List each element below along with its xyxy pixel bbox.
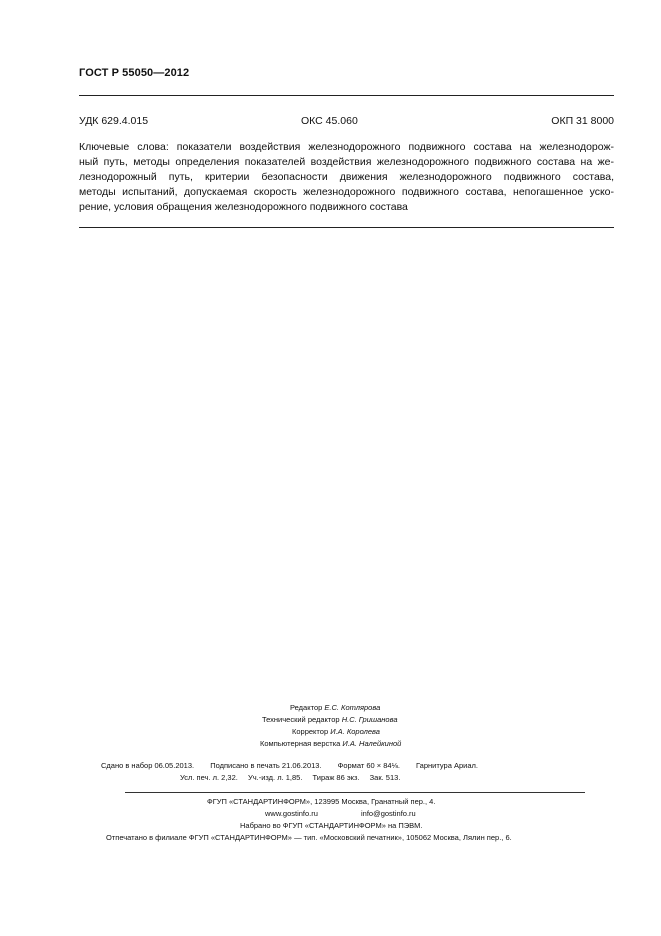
- credit-name: Н.С. Гришанова: [341, 715, 398, 724]
- credit-role: Редактор: [290, 703, 323, 712]
- publisher-website-link[interactable]: www.gostinfo.ru: [265, 809, 318, 818]
- keywords-line: Ключевые слова: показатели воздействия железнодорожного подвижного состава на железнодорож-: [79, 141, 614, 153]
- imprint-divider: [125, 792, 585, 793]
- okp-code: ОКП 31 8000: [551, 115, 614, 127]
- imprint-circulation: Тираж 86 экз.: [312, 773, 360, 782]
- imprint-format: Формат 60 × 84⅛.: [337, 761, 400, 770]
- credit-layout: [260, 738, 401, 750]
- credit-proofreader: [292, 726, 380, 738]
- keywords-divider: [79, 227, 614, 228]
- keywords-line: методы испытаний, допускаемая скорость железнодорожного подвижного состава, непогашенное ускo-: [79, 186, 614, 198]
- credit-name: И.А. Налейкиной: [342, 739, 402, 748]
- imprint-pub-sheets: Уч.-изд. л. 1,85.: [247, 773, 303, 782]
- publisher-email-link[interactable]: info@gostinfo.ru: [361, 809, 416, 818]
- credit-role: Корректор: [292, 727, 329, 736]
- credit-role: Технический редактор: [262, 715, 340, 724]
- imprint-line: [101, 760, 478, 772]
- imprint-line: [180, 772, 400, 784]
- publisher-address: ФГУП «СТАНДАРТИНФОРМ», 123995 Москва, Гранатный пер., 4.: [207, 797, 436, 806]
- keywords-line: ный путь, методы определения показателей воздействия железнодорожного подвижного состава на же-: [79, 156, 614, 168]
- publisher-typeset-note: Набрано во ФГУП «СТАНДАРТИНФОРМ» на ПЭВМ.: [240, 821, 423, 830]
- credit-tech-editor: [262, 714, 398, 726]
- imprint-print-sheets: Усл. печ. л. 2,32.: [180, 773, 238, 782]
- credit-name: И.А. Королева: [330, 727, 380, 736]
- keywords-line: лезнодорожный путь, критерии безопасности движения железнодорожного подвижного состава,: [79, 171, 614, 183]
- credit-role: Компьютерная верстка: [260, 739, 341, 748]
- top-divider: [79, 95, 614, 96]
- classification-row: [79, 115, 614, 129]
- imprint-signed: Подписано в печать 21.06.2013.: [210, 761, 322, 770]
- credit-name: Е.С. Котлярова: [324, 703, 381, 712]
- imprint-typeface: Гарнитура Ариал.: [416, 761, 478, 770]
- keywords-line: рение, условия обращения железнодорожного подвижного состава: [79, 201, 408, 213]
- imprint-order: Зак. 513.: [369, 773, 401, 782]
- oks-code: ОКС 45.060: [301, 115, 358, 127]
- credit-editor: [290, 702, 380, 714]
- document-code: ГОСТ Р 55050—2012: [79, 67, 190, 79]
- udk-code: УДК 629.4.015: [79, 115, 149, 127]
- publisher-printer-note: Отпечатано в филиале ФГУП «СТАНДАРТИНФОРМ» — тип. «Московский печатник», 105062 Москва, Лялин пер., 6.: [106, 833, 512, 842]
- keywords-paragraph: [79, 140, 614, 215]
- imprint-submitted: Сдано в набор 06.05.2013.: [101, 761, 195, 770]
